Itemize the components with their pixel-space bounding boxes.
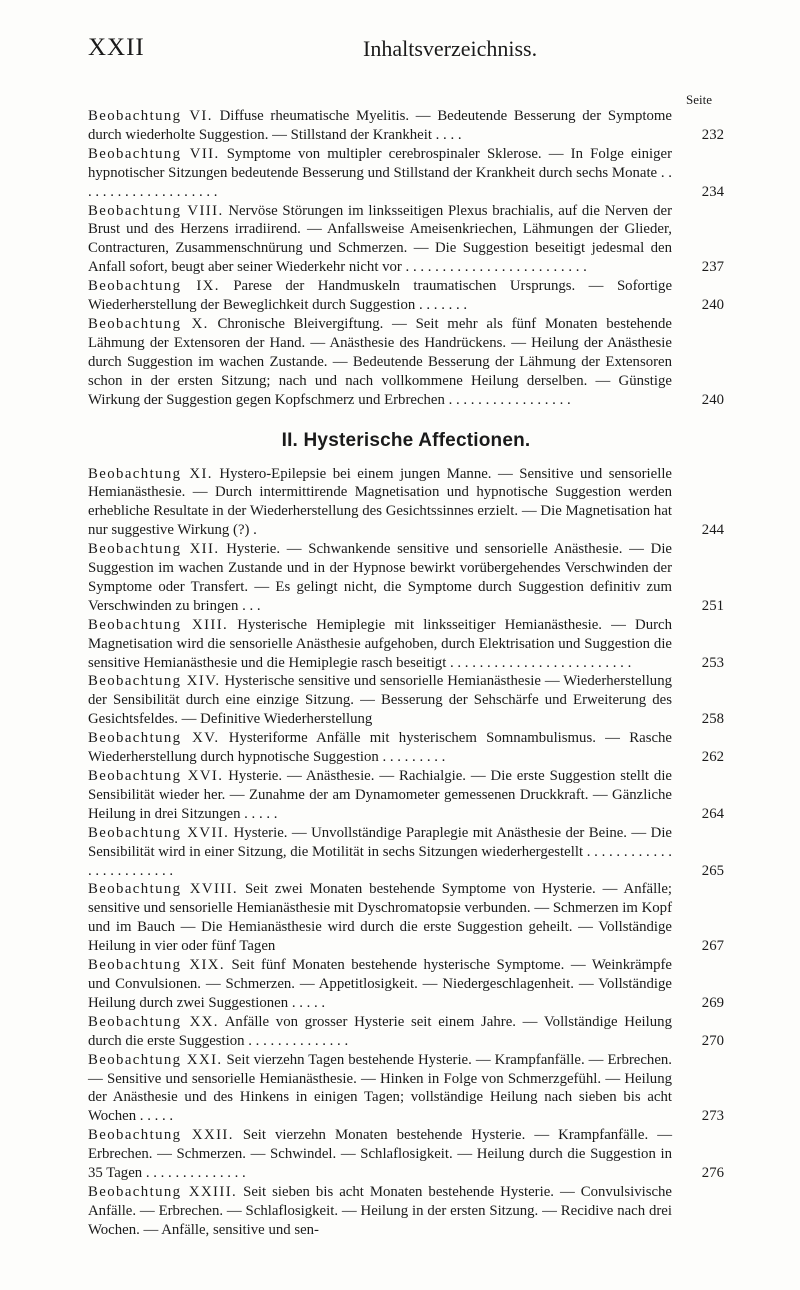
entry-label: Beobachtung VII. bbox=[88, 145, 220, 162]
page-header bbox=[88, 34, 712, 66]
entry-page-number: 244 bbox=[701, 522, 724, 539]
entry-label: Beobachtung VIII. bbox=[88, 202, 224, 219]
entry-page-number: 273 bbox=[701, 1108, 724, 1125]
toc-entry bbox=[88, 956, 724, 1013]
toc-entry bbox=[88, 540, 724, 616]
entry-text: Anfälle von grosser Hysterie seit einem Jahre. — Vollständige Heilung durch die erste Suggestion . . . . . . . . . . . . . . bbox=[88, 1013, 672, 1049]
section-heading: II. Hysterische Affectionen. bbox=[281, 429, 531, 451]
toc-entry bbox=[88, 465, 724, 541]
entry-text: Hysterie. — Unvollständige Paraplegie mit Anästhesie der Beine. — Die Sensibilität wird in einer Sitzung, die Motilität in sechs Sitzungen wiederhergestellt . . . . . . . . . . . . . . . . . . . . . . . . bbox=[88, 824, 672, 879]
entry-text: Chronische Bleivergiftung. — Seit mehr als fünf Monaten bestehende Lähmung der Extensoren der Hand. — Anästhesie des Handrückens. — Heilung der Anästhesie durch Suggestion im wachen Zustande. — Bedeutende Besserung der Lähmung der Extensoren schon in der ersten Sitzung; nach und nach vollkommene Heilung derselben. — Günstige Wirkung der Suggestion gegen Kopfschmerz und Erbrechen . . . . . . . . . . . . . . . . . bbox=[88, 315, 672, 408]
entry-text: Seit zwei Monaten bestehende Symptome von Hysterie. — Anfälle; sensitive und sensorielle Hemianästhesie mit Dyschromatopsie verbunden. — Schmerzen im Kopf und im Bauch — Die Hemianästhesie wird durch die erste Suggestion geheilt. — Vollständige Heilung in vier oder fünf Tagen bbox=[88, 881, 673, 955]
entry-label: Beobachtung XVI. bbox=[88, 768, 224, 784]
entry-text: Seit vierzehn Tagen bestehende Hysterie. — Krampfanfälle. — Erbrechen. — Sensitive und sensorielle Hemianästhesie. — Hinken in Folge von Schmerzgefühl. — Heilung der Anästhesie und des Hinkens in einigen Tagen; vollständige Heilung nach sieben bis acht Wochen . . . . . bbox=[88, 1051, 672, 1125]
entry-text: Hysterie. — Schwankende sensitive und sensorielle Anästhesie. — Die Suggestion im wachen Zustande und in der Hypnose bewirkt vorübergehendes Verschwinden der Symptome oder Transfert. — Es gelingt nicht, die Symptome durch Suggestion definitiv zum Verschwinden zu bringen . . . bbox=[88, 541, 673, 614]
entry-label: Beobachtung XX. bbox=[88, 1013, 219, 1030]
entry-page-number: 264 bbox=[701, 805, 724, 822]
entry-text: Nervöse Störungen im linksseitigen Plexus brachialis, auf die Nerven der Brust und des Herzens irradiirend. — Anfallsweise Ameisenkriechen, Lähmungen der Glieder, Contracturen, Zusammenschnürung und Schmerzen. — Die Suggestion beseitigt jedesmal den Anfall sofort, beugt aber seiner Wiederkehr nicht vor . . . . . . . . . . . . . . . . . . . . . . . . . bbox=[88, 202, 672, 276]
toc-entries bbox=[88, 107, 724, 1240]
entry-label: Beobachtung XII. bbox=[88, 541, 220, 558]
entry-text: Hysterie. — Anästhesie. — Rachialgie. — Die erste Suggestion stellt die Sensibilität wieder her. — Zunahme der am Dynamometer gemessenen Druckkraft. — Gänzliche Heilung in drei Sitzungen . . . . . bbox=[88, 768, 672, 822]
entry-label: Beobachtung XIII. bbox=[88, 616, 229, 633]
toc-entry bbox=[88, 1013, 724, 1051]
entry-label: Beobachtung XXI. bbox=[88, 1051, 223, 1068]
toc-entry bbox=[88, 1183, 724, 1240]
toc-entry bbox=[88, 277, 724, 315]
entry-text: Seit sieben bis acht Monaten bestehende Hysterie. — Convulsivische Anfälle. — Erbrechen. — Schlaflosigkeit. — Heilung in der ersten Sitzung. — Recidive nach drei Wochen. — Anfälle, sensitive und sen- bbox=[88, 1183, 673, 1238]
entry-page-number: 270 bbox=[701, 1032, 724, 1049]
entry-page-number: 258 bbox=[701, 711, 724, 728]
toc-entry bbox=[88, 729, 724, 767]
running-title: Inhaltsverzeichniss. bbox=[363, 36, 538, 61]
toc-entry bbox=[88, 1126, 724, 1183]
entry-text: Seit vierzehn Monaten bestehende Hysterie. — Krampfanfälle. — Erbrechen. — Schmerzen. — Schwindel. — Schlaflosigkeit. — Heilung durch die Suggestion in 35 Tagen . . . . . . . . . . . . . . bbox=[88, 1127, 672, 1182]
entry-page-number: 253 bbox=[701, 654, 724, 671]
entry-page-number: 267 bbox=[701, 938, 724, 955]
entry-label: Beobachtung XXII. bbox=[88, 1127, 234, 1144]
toc-entry bbox=[88, 1051, 724, 1127]
entry-page-number: 276 bbox=[701, 1165, 724, 1182]
entry-label: Beobachtung XIX. bbox=[88, 957, 225, 974]
toc-entry bbox=[88, 767, 724, 824]
entry-page-number: 234 bbox=[701, 183, 724, 200]
page-number: XXII bbox=[88, 34, 145, 61]
toc-entry bbox=[88, 202, 724, 278]
entry-page-number: 237 bbox=[701, 259, 724, 276]
toc-entry bbox=[88, 880, 724, 956]
entry-text: Symptome von multipler cerebrospinaler Sklerose. — In Folge einiger hypnotischer Sitzungen bedeutende Besserung und Stillstand der Krankheit durch sechs Monate . . . . . . . . . . . . . . . . . . . . bbox=[88, 145, 672, 200]
entry-text: Hysteriforme Anfälle mit hysterischem Somnambulismus. — Rasche Wiederherstellung durch hypnotische Suggestion . . . . . . . . . bbox=[88, 730, 672, 766]
toc-entry bbox=[88, 824, 724, 881]
entry-text: Hystero-Epilepsie bei einem jungen Manne. — Sensitive und sensorielle Hemianästhesie. — Durch intermittirende Magnetisation und hypnotische Suggestion werden erhebliche Resultate in der Wiederherstellung des Gesichtssinnes erzielt. — Die Magnetisation hat nur suggestive Wirkung (?) . bbox=[88, 465, 672, 539]
entry-text: Seit fünf Monaten bestehende hysterische Symptome. — Weinkrämpfe und Convulsionen. — Schmerzen. — Appetitlosigkeit. — Niedergeschlagenheit. — Vollständige Heilung durch zwei Suggestionen . . . . . bbox=[88, 957, 673, 1011]
entry-page-number: 232 bbox=[701, 126, 724, 143]
entry-page-number: 251 bbox=[701, 597, 724, 614]
entry-label: Beobachtung XVIII. bbox=[88, 881, 239, 898]
entry-text: Diffuse rheumatische Myelitis. — Bedeutende Besserung der Symptome durch wiederholte Suggestion. — Stillstand der Krankheit . . . . bbox=[88, 108, 673, 143]
entry-text: Parese der Handmuskeln traumatischen Ursprungs. — Sofortige Wiederherstellung der Beweglichkeit durch Suggestion . . . . . . . bbox=[88, 278, 673, 314]
entry-label: Beobachtung VI. bbox=[88, 108, 213, 124]
entry-page-number: 269 bbox=[701, 994, 724, 1011]
toc-entry bbox=[88, 107, 724, 145]
toc-entry bbox=[88, 145, 724, 202]
entry-label: Beobachtung XIV. bbox=[88, 673, 221, 690]
entry-page-number: 240 bbox=[701, 391, 724, 408]
entry-label: Beobachtung XI. bbox=[88, 465, 213, 482]
entry-text: Hysterische Hemiplegie mit linksseitiger Hemianästhesie. — Durch Magnetisation wird die sensorielle Anästhesie aufgehoben, durch Elektrisation und Suggestion die sensitive Hemianästhesie und die Hemiplegie rasch beseitigt . . . . . . . . . . . . . . . . . . . . . . . . . bbox=[88, 616, 672, 671]
toc-entry bbox=[88, 315, 724, 410]
entry-label: Beobachtung X. bbox=[88, 315, 209, 332]
entry-label: Beobachtung XXIII. bbox=[88, 1183, 238, 1200]
entry-label: Beobachtung XV. bbox=[88, 730, 220, 747]
entry-page-number: 262 bbox=[701, 749, 724, 766]
entry-page-number: 240 bbox=[701, 297, 724, 314]
entry-text: Hysterische sensitive und sensorielle Hemianästhesie — Wiederherstellung der Sensibilität durch eine einzige Sitzung. — Besserung der Sehschärfe und Erweiterung des Gesichtsfeldes. — Definitive Wiederherstellung bbox=[88, 673, 673, 728]
entry-label: Beobachtung IX. bbox=[88, 278, 220, 295]
entry-label: Beobachtung XVII. bbox=[88, 824, 230, 841]
toc-entry bbox=[88, 672, 724, 729]
page-column-label: Seite bbox=[686, 92, 712, 107]
entry-page-number: 265 bbox=[701, 862, 724, 879]
toc-entry bbox=[88, 616, 724, 673]
